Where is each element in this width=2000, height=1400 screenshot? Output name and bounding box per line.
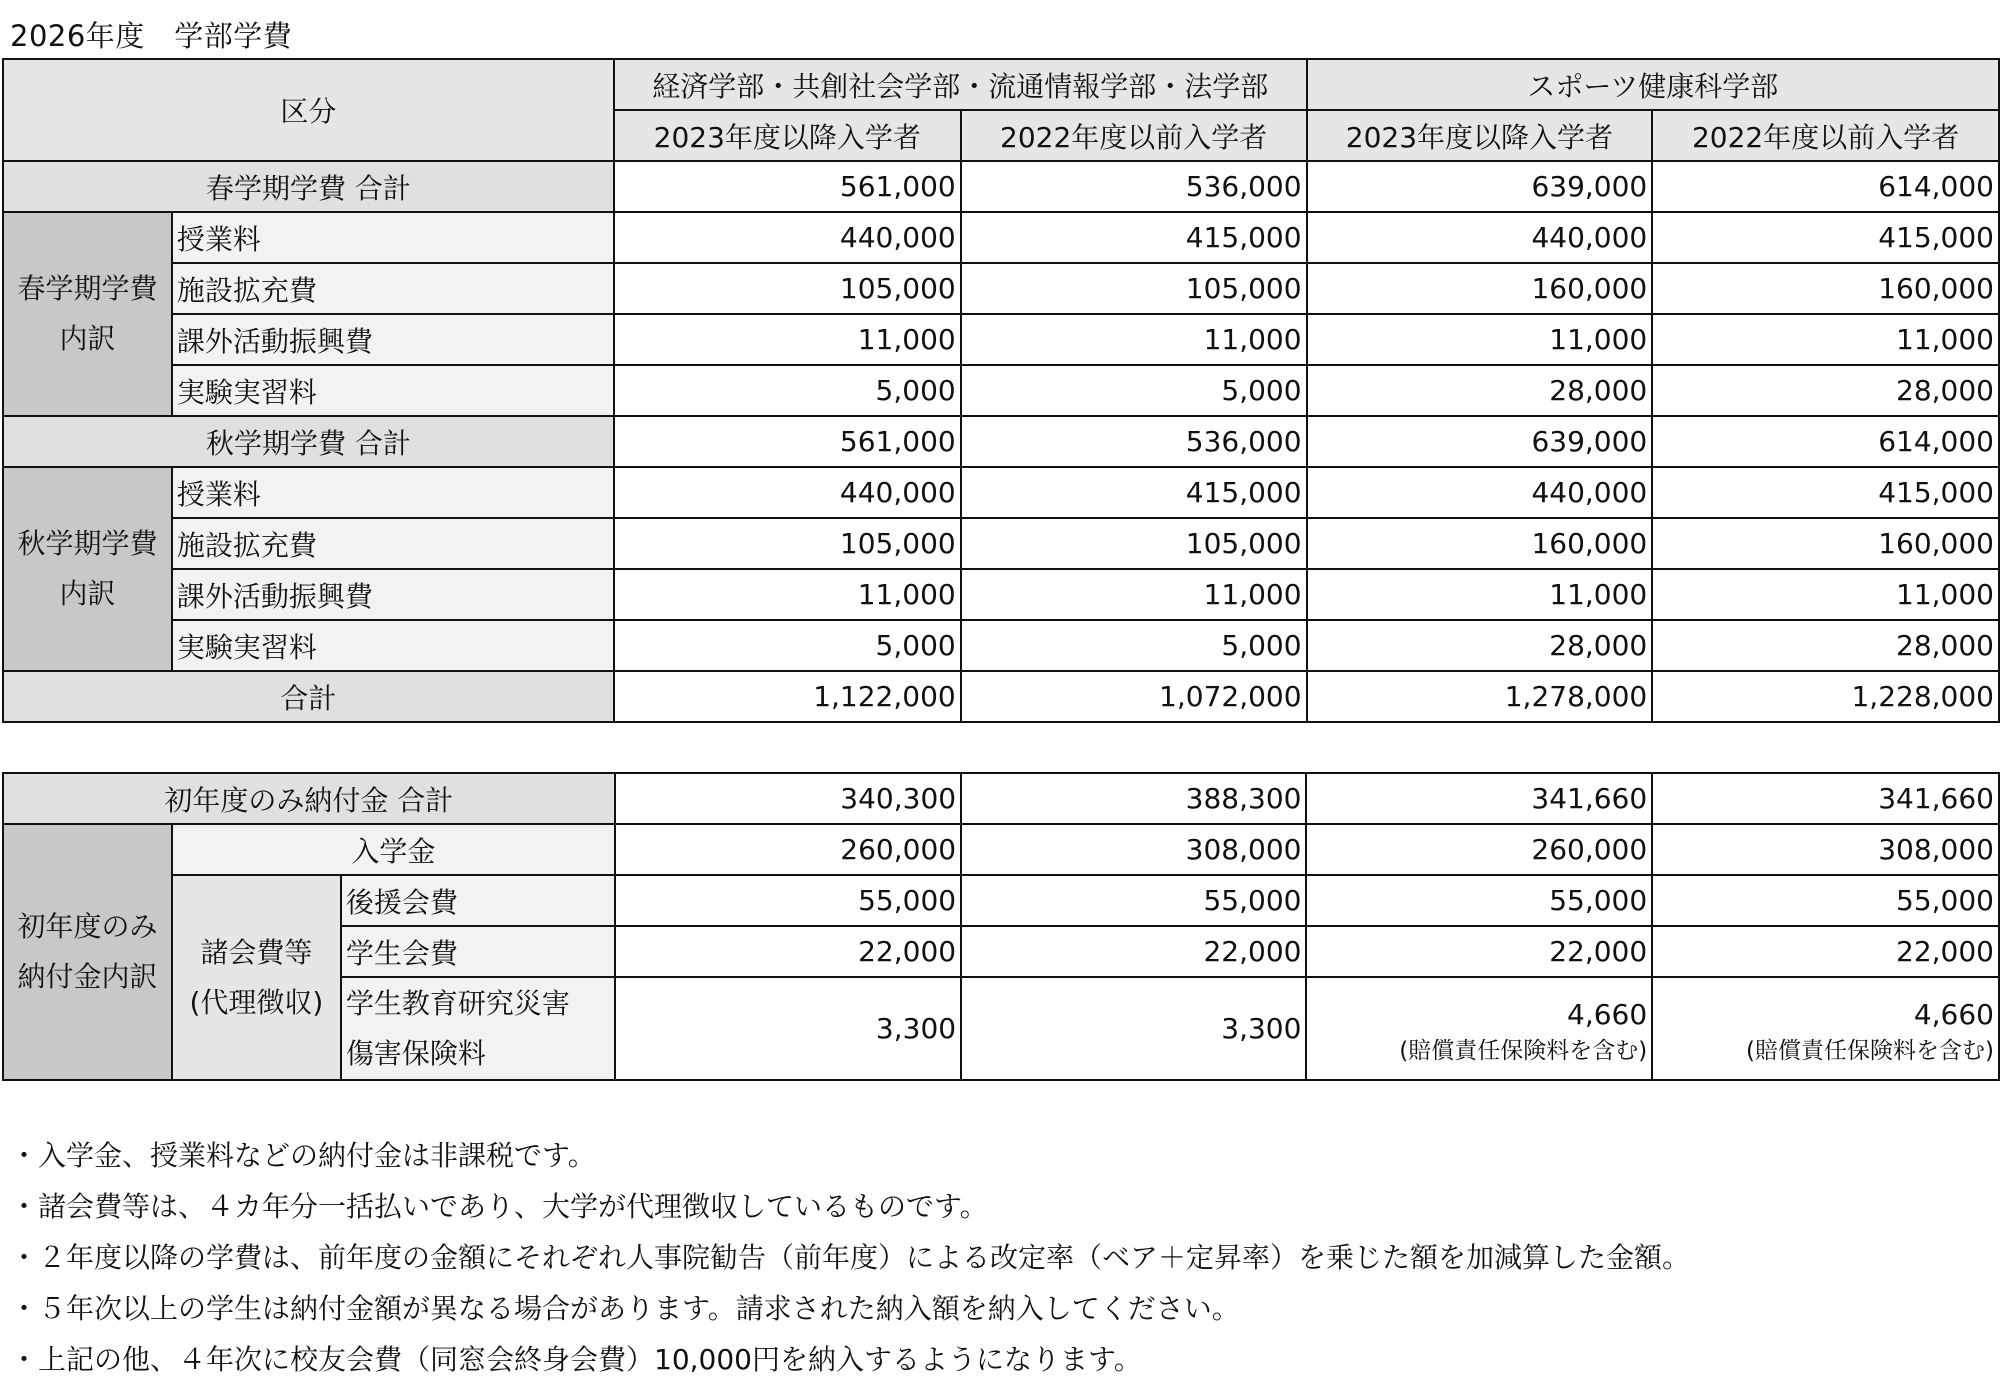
row-label: 授業料 bbox=[172, 467, 614, 518]
value-cell: 28,000 bbox=[1307, 365, 1653, 416]
row-label: 施設拡充費 bbox=[172, 518, 614, 569]
autumn-total-cell: 614,000 bbox=[1652, 416, 1999, 467]
col-header: 2022年度以前入学者 bbox=[961, 110, 1307, 161]
value-cell: 415,000 bbox=[1652, 212, 1999, 263]
page-title: 2026年度 学部学費 bbox=[10, 19, 293, 53]
value-cell bbox=[1652, 977, 1999, 1080]
value-cell: 105,000 bbox=[614, 263, 961, 314]
value-cell: 28,000 bbox=[1652, 365, 1999, 416]
spring-total-cell: 639,000 bbox=[1307, 161, 1653, 212]
row-label: 授業料 bbox=[172, 212, 614, 263]
grand-total-cell: 1,072,000 bbox=[961, 671, 1307, 722]
group-a-header: 経済学部・共創社会学部・流通情報学部・法学部 bbox=[614, 59, 1307, 110]
kubun-header: 区分 bbox=[3, 59, 614, 161]
value-cell: 160,000 bbox=[1652, 263, 1999, 314]
value-cell: 415,000 bbox=[1652, 467, 1999, 518]
dues-label-line1: 諸会費等 bbox=[200, 935, 313, 969]
group-label-line1: 秋学期学費 bbox=[17, 527, 158, 560]
value-cell: 11,000 bbox=[1652, 314, 1999, 365]
insurance-note: (賠償責任保険料を含む) bbox=[1746, 1037, 1994, 1064]
value-cell: 105,000 bbox=[614, 518, 961, 569]
autumn-total-row bbox=[3, 416, 1999, 467]
spring-total-label: 春学期学費 合計 bbox=[3, 161, 614, 212]
value-cell: 5,000 bbox=[961, 620, 1307, 671]
value-cell: 160,000 bbox=[1652, 518, 1999, 569]
value-cell: 440,000 bbox=[614, 467, 961, 518]
value-cell: 308,000 bbox=[1652, 824, 1999, 875]
value-cell: 415,000 bbox=[961, 467, 1307, 518]
autumn-total-label: 秋学期学費 合計 bbox=[3, 416, 614, 467]
insurance-label-line1: 学生教育研究災害 bbox=[345, 986, 570, 1020]
grand-total-cell: 1,228,000 bbox=[1652, 671, 1999, 722]
value-cell: 415,000 bbox=[961, 212, 1307, 263]
first-year-total-cell: 341,660 bbox=[1652, 773, 1999, 824]
value-cell: 22,000 bbox=[615, 926, 961, 977]
table-row bbox=[3, 212, 1999, 263]
value-cell: 5,000 bbox=[614, 365, 961, 416]
value-cell: 22,000 bbox=[1306, 926, 1652, 977]
note-item: ・諸会費等は、４カ年分一括払いであり、大学が代理徴収しているものです。 bbox=[10, 1190, 988, 1223]
row-label: 課外活動振興費 bbox=[172, 569, 614, 620]
insurance-note: (賠償責任保険料を含む) bbox=[1399, 1037, 1648, 1064]
row-label: 後援会費 bbox=[341, 875, 615, 926]
table-row bbox=[3, 365, 1999, 416]
value-cell: 260,000 bbox=[1306, 824, 1652, 875]
value-cell: 11,000 bbox=[961, 569, 1307, 620]
value-cell: 160,000 bbox=[1307, 518, 1653, 569]
value-cell: 3,300 bbox=[615, 977, 961, 1080]
table-row bbox=[3, 467, 1999, 518]
group-label-line2: 内訳 bbox=[59, 577, 116, 610]
autumn-total-cell: 536,000 bbox=[961, 416, 1307, 467]
first-year-total-cell: 341,660 bbox=[1306, 773, 1652, 824]
first-year-table bbox=[2, 772, 2000, 1081]
spring-breakdown-group bbox=[3, 212, 172, 416]
autumn-total-cell: 639,000 bbox=[1307, 416, 1653, 467]
row-label: 施設拡充費 bbox=[172, 263, 614, 314]
value-cell: 28,000 bbox=[1307, 620, 1653, 671]
value-cell: 105,000 bbox=[961, 263, 1307, 314]
table-row bbox=[3, 620, 1999, 671]
value-cell: 55,000 bbox=[961, 875, 1306, 926]
value-cell: 105,000 bbox=[961, 518, 1307, 569]
group-label-line2: 納付金内訳 bbox=[17, 960, 158, 993]
value-cell: 11,000 bbox=[614, 314, 961, 365]
value-cell: 308,000 bbox=[961, 824, 1306, 875]
value-cell: 22,000 bbox=[1652, 926, 1999, 977]
value-cell: 11,000 bbox=[1652, 569, 1999, 620]
value-cell: 160,000 bbox=[1307, 263, 1653, 314]
table-row bbox=[3, 875, 1999, 926]
value-cell: 440,000 bbox=[1307, 467, 1653, 518]
group-b-header: スポーツ健康科学部 bbox=[1307, 59, 1999, 110]
col-header: 2022年度以前入学者 bbox=[1652, 110, 1999, 161]
value-cell: 11,000 bbox=[1307, 314, 1653, 365]
value-cell: 11,000 bbox=[961, 314, 1307, 365]
grand-total-label: 合計 bbox=[3, 671, 614, 722]
admission-label: 入学金 bbox=[172, 824, 615, 875]
header-row-1 bbox=[3, 59, 1999, 110]
col-header: 2023年度以降入学者 bbox=[614, 110, 961, 161]
note-item: ・５年次以上の学生は納付金額が異なる場合があります。請求された納入額を納入してください。 bbox=[10, 1292, 1240, 1325]
insurance-amount: 4,660 bbox=[1567, 997, 1648, 1031]
value-cell: 55,000 bbox=[1652, 875, 1999, 926]
grand-total-row bbox=[3, 671, 1999, 722]
first-year-total-row bbox=[3, 773, 1999, 824]
dues-label-line2: (代理徴収) bbox=[189, 985, 324, 1019]
group-label-line2: 内訳 bbox=[59, 322, 116, 355]
first-year-total-label: 初年度のみ納付金 合計 bbox=[3, 773, 615, 824]
autumn-breakdown-group bbox=[3, 467, 172, 671]
value-cell: 440,000 bbox=[614, 212, 961, 263]
value-cell bbox=[1306, 977, 1652, 1080]
table-row bbox=[3, 569, 1999, 620]
first-year-total-cell: 388,300 bbox=[961, 773, 1306, 824]
value-cell: 22,000 bbox=[961, 926, 1306, 977]
row-label: 実験実習料 bbox=[172, 365, 614, 416]
insurance-label bbox=[341, 977, 615, 1080]
notes-list bbox=[10, 1130, 1690, 1385]
insurance-label-line2: 傷害保険料 bbox=[345, 1036, 486, 1070]
value-cell: 5,000 bbox=[961, 365, 1307, 416]
table-row bbox=[3, 518, 1999, 569]
table-row bbox=[3, 314, 1999, 365]
value-cell: 11,000 bbox=[1307, 569, 1653, 620]
autumn-total-cell: 561,000 bbox=[614, 416, 961, 467]
note-item: ・上記の他、４年次に校友会費（同窓会終身会費）10,000円を納入するようになります。 bbox=[10, 1343, 1142, 1376]
admission-row bbox=[3, 824, 1999, 875]
row-label: 学生会費 bbox=[341, 926, 615, 977]
note-item: ・入学金、授業料などの納付金は非課税です。 bbox=[10, 1139, 596, 1172]
insurance-amount: 4,660 bbox=[1913, 997, 1994, 1031]
grand-total-cell: 1,122,000 bbox=[614, 671, 961, 722]
table-row bbox=[3, 263, 1999, 314]
spring-total-row bbox=[3, 161, 1999, 212]
spring-total-cell: 561,000 bbox=[614, 161, 961, 212]
value-cell: 28,000 bbox=[1652, 620, 1999, 671]
first-year-breakdown-group bbox=[3, 824, 172, 1080]
col-header: 2023年度以降入学者 bbox=[1307, 110, 1653, 161]
value-cell: 5,000 bbox=[614, 620, 961, 671]
group-label-line1: 初年度のみ bbox=[17, 910, 158, 943]
value-cell: 55,000 bbox=[1306, 875, 1652, 926]
value-cell: 11,000 bbox=[614, 569, 961, 620]
grand-total-cell: 1,278,000 bbox=[1307, 671, 1653, 722]
value-cell: 55,000 bbox=[615, 875, 961, 926]
spring-total-cell: 536,000 bbox=[961, 161, 1307, 212]
dues-group bbox=[172, 875, 341, 1080]
group-label-line1: 春学期学費 bbox=[17, 272, 158, 305]
row-label: 実験実習料 bbox=[172, 620, 614, 671]
note-item: ・２年度以降の学費は、前年度の金額にそれぞれ人事院勧告（前年度）による改定率（ベア＋定昇率）を乗じた額を加減算した金額。 bbox=[10, 1241, 1691, 1274]
value-cell: 440,000 bbox=[1307, 212, 1653, 263]
tuition-table bbox=[2, 58, 2000, 723]
value-cell: 3,300 bbox=[961, 977, 1306, 1080]
value-cell: 260,000 bbox=[615, 824, 961, 875]
spring-total-cell: 614,000 bbox=[1652, 161, 1999, 212]
first-year-total-cell: 340,300 bbox=[615, 773, 961, 824]
row-label: 課外活動振興費 bbox=[172, 314, 614, 365]
